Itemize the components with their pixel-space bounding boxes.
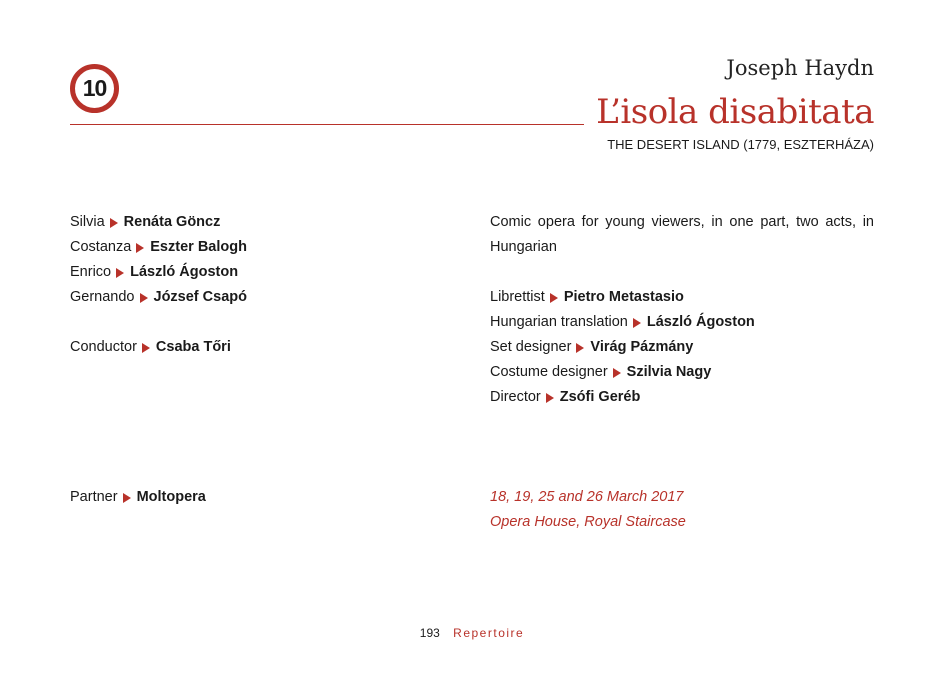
arrow-right-icon: [116, 268, 124, 278]
credit-row: [490, 335, 874, 360]
cast-row: [70, 210, 410, 235]
header-divider: [70, 124, 584, 125]
partner-row: [70, 485, 206, 510]
cast-name: László Ágoston: [130, 264, 239, 280]
partner-section: [70, 485, 206, 510]
conductor-role: Conductor: [70, 339, 137, 355]
partner-role: Partner: [70, 489, 118, 505]
arrow-right-icon: [613, 368, 621, 378]
arrow-right-icon: [546, 393, 554, 403]
credits-column: [490, 210, 874, 410]
credit-name: Pietro Metastasio: [563, 289, 684, 305]
arrow-right-icon: [140, 293, 148, 303]
arrow-right-icon: [633, 318, 641, 328]
production-number: 10: [82, 75, 107, 101]
conductor-name: Csaba Tőri: [155, 339, 231, 355]
performance-venue: Opera House, Royal Staircase: [490, 514, 686, 530]
credit-role: Costume designer: [490, 364, 608, 380]
cast-name: József Csapó: [153, 289, 247, 305]
spacer: [490, 260, 874, 285]
arrow-right-icon: [550, 293, 558, 303]
cast-role: Gernando: [70, 289, 135, 305]
arrow-right-icon: [123, 493, 131, 503]
spacer: [70, 310, 410, 335]
cast-role: Silvia: [70, 214, 105, 230]
credit-role: Set designer: [490, 339, 572, 355]
credit-role: Librettist: [490, 289, 545, 305]
arrow-right-icon: [142, 343, 150, 353]
cast-row: [70, 285, 410, 310]
performance-dates: 18, 19, 25 and 26 March 2017: [490, 489, 684, 505]
credit-row: [490, 360, 874, 385]
page-footer: [0, 626, 944, 640]
cast-column: [70, 210, 410, 360]
production-number-badge: [70, 64, 119, 113]
credit-row: [490, 310, 874, 335]
arrow-right-icon: [136, 243, 144, 253]
page-subtitle: THE DESERT ISLAND (1779, ESZTERHÁZA): [607, 137, 874, 152]
cast-name: Renáta Göncz: [123, 214, 221, 230]
credit-role: Hungarian translation: [490, 314, 628, 330]
page-number: 193: [419, 626, 440, 640]
cast-role: Costanza: [70, 239, 132, 255]
cast-row: [70, 235, 410, 260]
production-description: Comic opera for young viewers, in one part, two acts, in Hungarian: [490, 214, 874, 255]
credit-role: Director: [490, 389, 541, 405]
cast-name: Eszter Balogh: [150, 239, 247, 255]
credit-name: Virág Pázmány: [590, 339, 694, 355]
composer-name: Joseph Haydn: [726, 56, 874, 80]
performance-section: [490, 485, 686, 535]
conductor-row: [70, 335, 410, 360]
credit-name: Zsófi Geréb: [559, 389, 641, 405]
credit-row: [490, 385, 874, 410]
partner-name: Moltopera: [136, 489, 206, 505]
section-name: Repertoire: [453, 626, 525, 640]
credit-name: Szilvia Nagy: [626, 364, 712, 380]
credit-name: László Ágoston: [646, 314, 755, 330]
cast-row: [70, 260, 410, 285]
cast-role: Enrico: [70, 264, 112, 280]
arrow-right-icon: [110, 218, 118, 228]
page-title: L’isola disabitata: [596, 92, 874, 132]
credit-row: [490, 285, 874, 310]
arrow-right-icon: [576, 343, 584, 353]
